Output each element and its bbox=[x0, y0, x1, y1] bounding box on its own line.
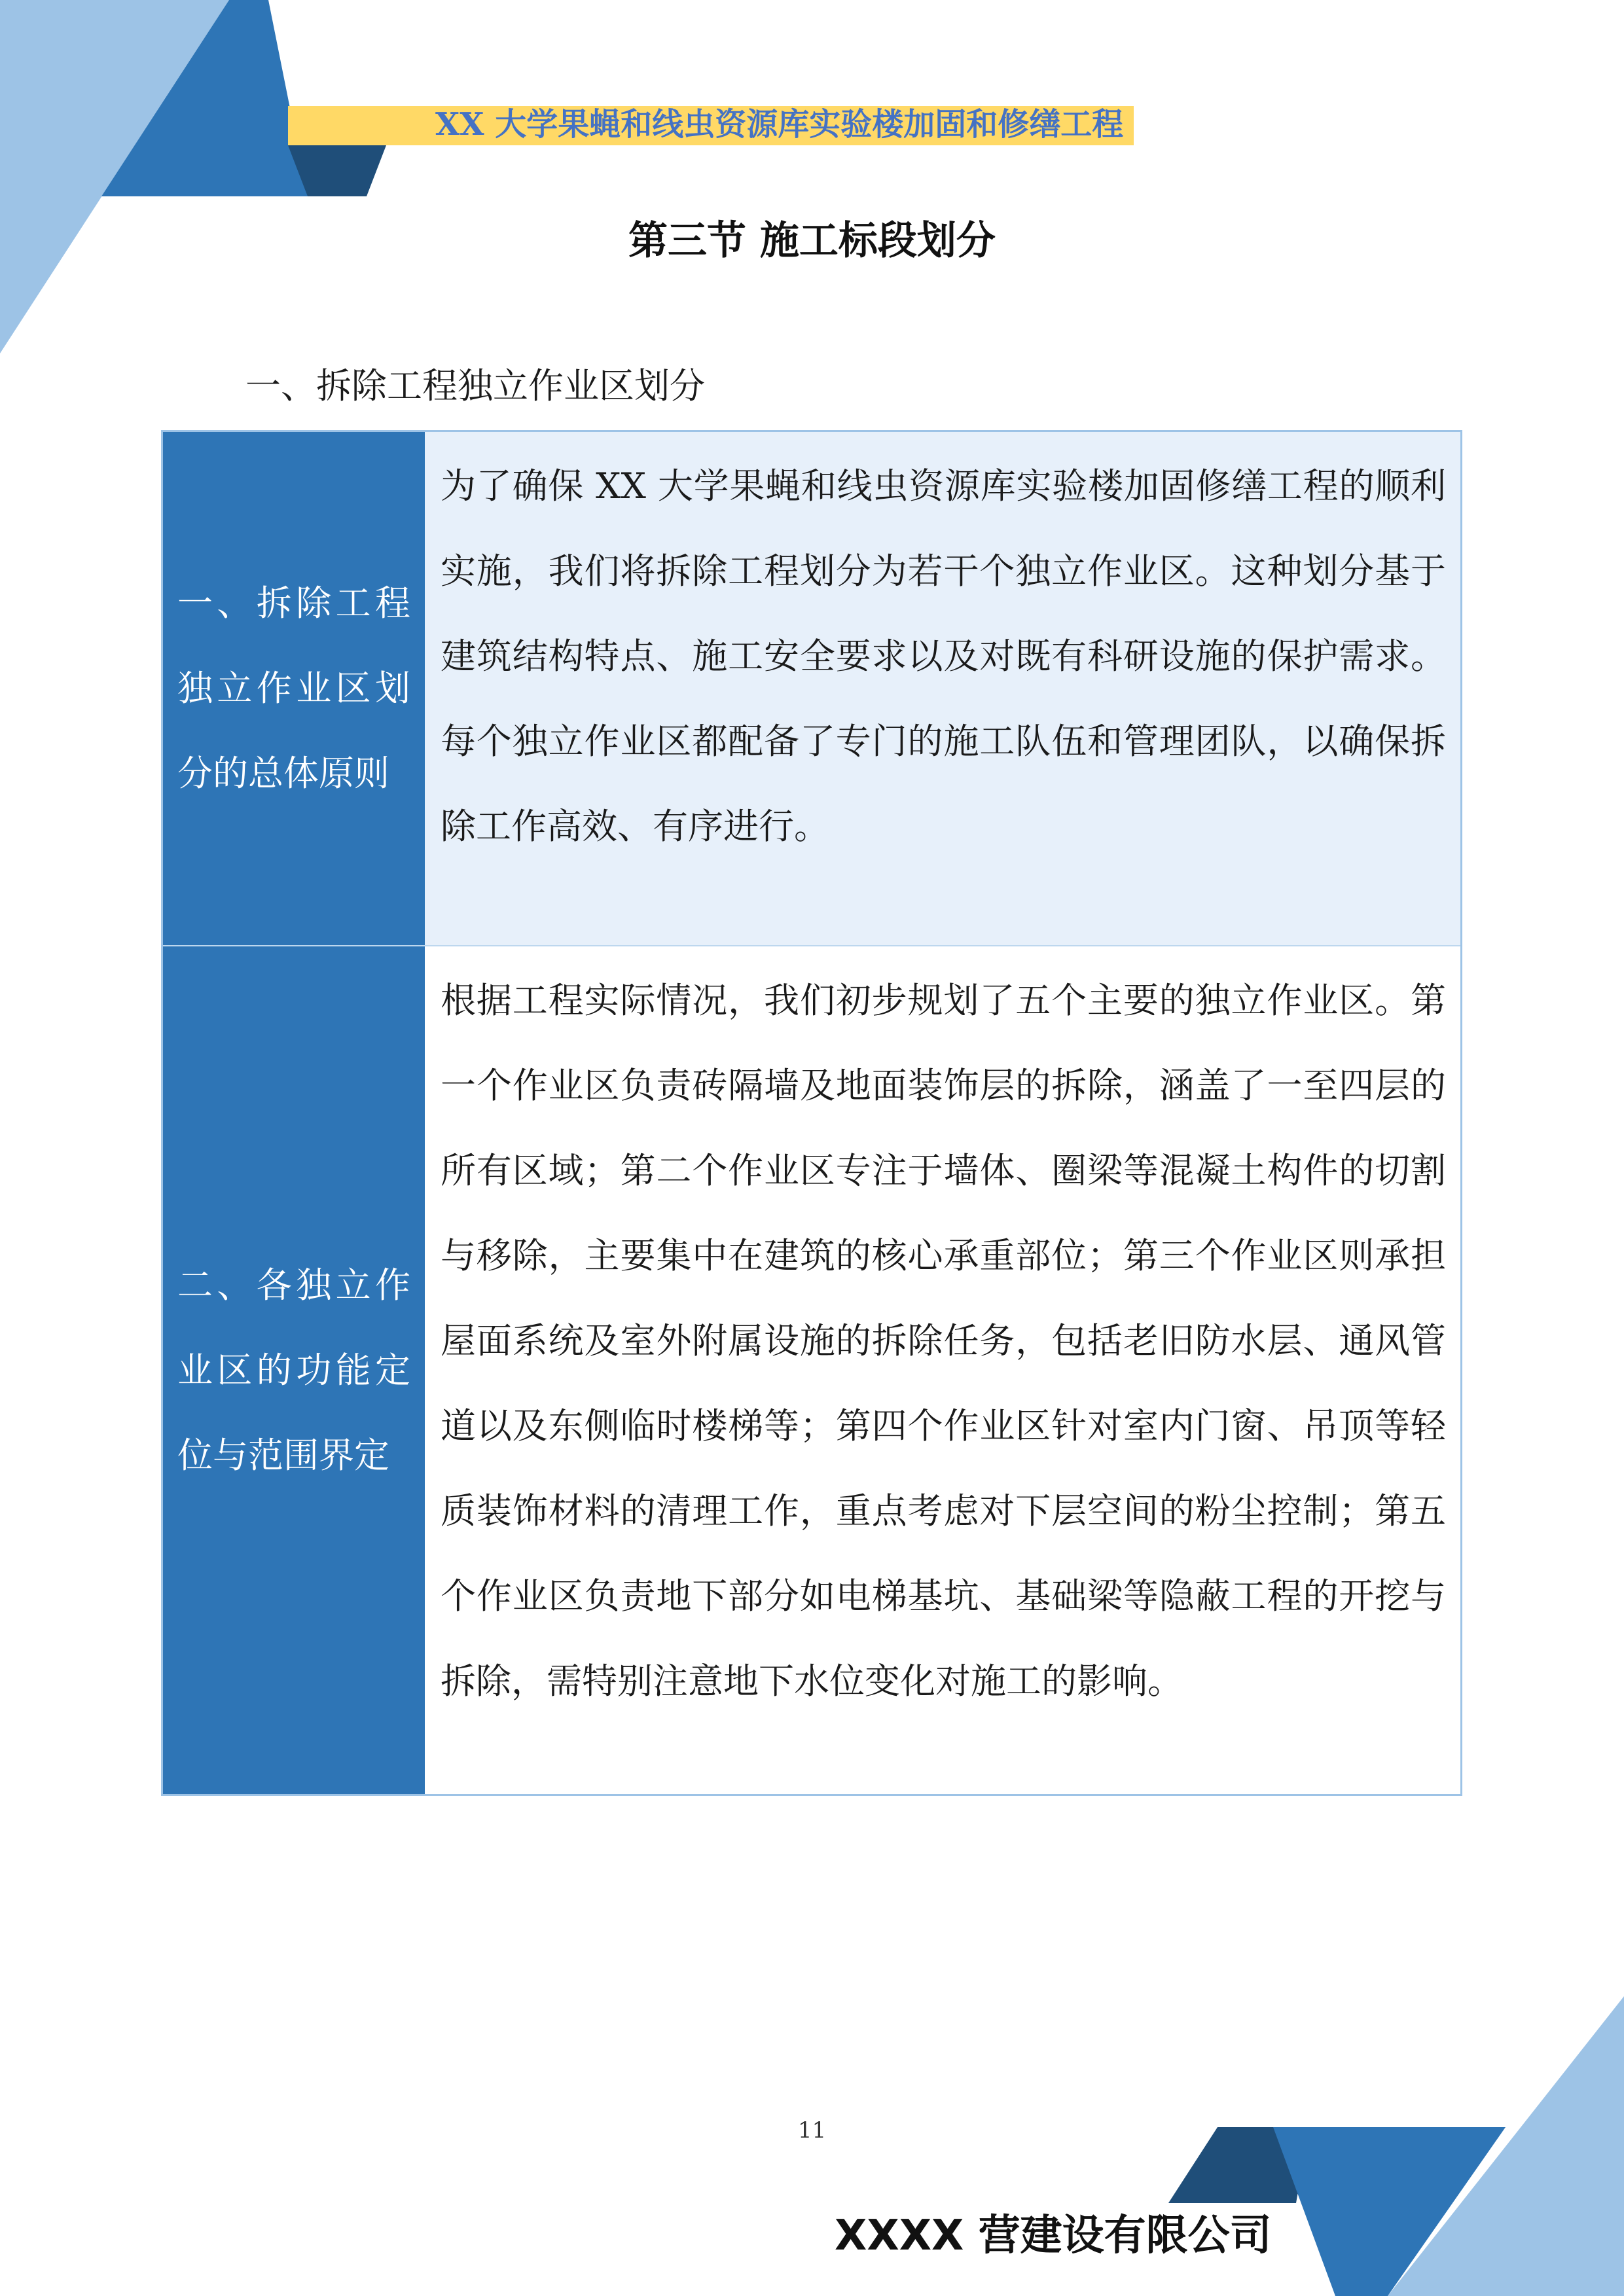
row-label: 二、各独立作业区的功能定位与范围界定 bbox=[177, 1264, 410, 1476]
header-title: XX 大学果蝇和线虫资源库实验楼加固和修缮工程 bbox=[435, 106, 1124, 143]
page-number: 11 bbox=[797, 2117, 827, 2144]
row-content: 为了确保 XX 大学果蝇和线虫资源库实验楼加固修缮工程的顺利实施，我们将拆除工程划分为若干个独立作业区。这种划分基于建筑结构特点、施工安全要求以及对既有科研设施的保护需求。每个独立作业区都配备了专门的施工队伍和管理团队，以确保拆除工作高效、有序进行。 bbox=[425, 432, 1460, 945]
table-row bbox=[163, 432, 1460, 945]
company-name: XXXX 营建设有限公司 bbox=[835, 2212, 1272, 2260]
content-table bbox=[161, 430, 1462, 1796]
section-title: 第三节 施工标段划分 bbox=[628, 218, 996, 264]
row-label: 一、拆除工程独立作业区划分的总体原则 bbox=[177, 583, 410, 794]
table-row bbox=[163, 945, 1460, 1794]
row-label-cell bbox=[163, 946, 425, 1794]
row-label-cell bbox=[163, 432, 425, 945]
sub-heading: 一、拆除工程独立作业区划分 bbox=[245, 365, 705, 406]
row-content: 根据工程实际情况，我们初步规划了五个主要的独立作业区。第一个作业区负责砖隔墙及地面装饰层的拆除，涵盖了一至四层的所有区域；第二个作业区专注于墙体、圈梁等混凝土构件的切割与移除，主要集中在建筑的核心承重部位；第三个作业区则承担屋面系统及室外附属设施的拆除任务，包括老旧防水层、通风管道以及东侧临时楼梯等；第四个作业区针对室内门窗、吊顶等轻质装饰材料的清理工作，重点考虑对下层空间的粉尘控制；第五个作业区负责地下部分如电梯基坑、基础梁等隐蔽工程的开挖与拆除，需特别注意地下水位变化对施工的影响。 bbox=[425, 946, 1460, 1794]
